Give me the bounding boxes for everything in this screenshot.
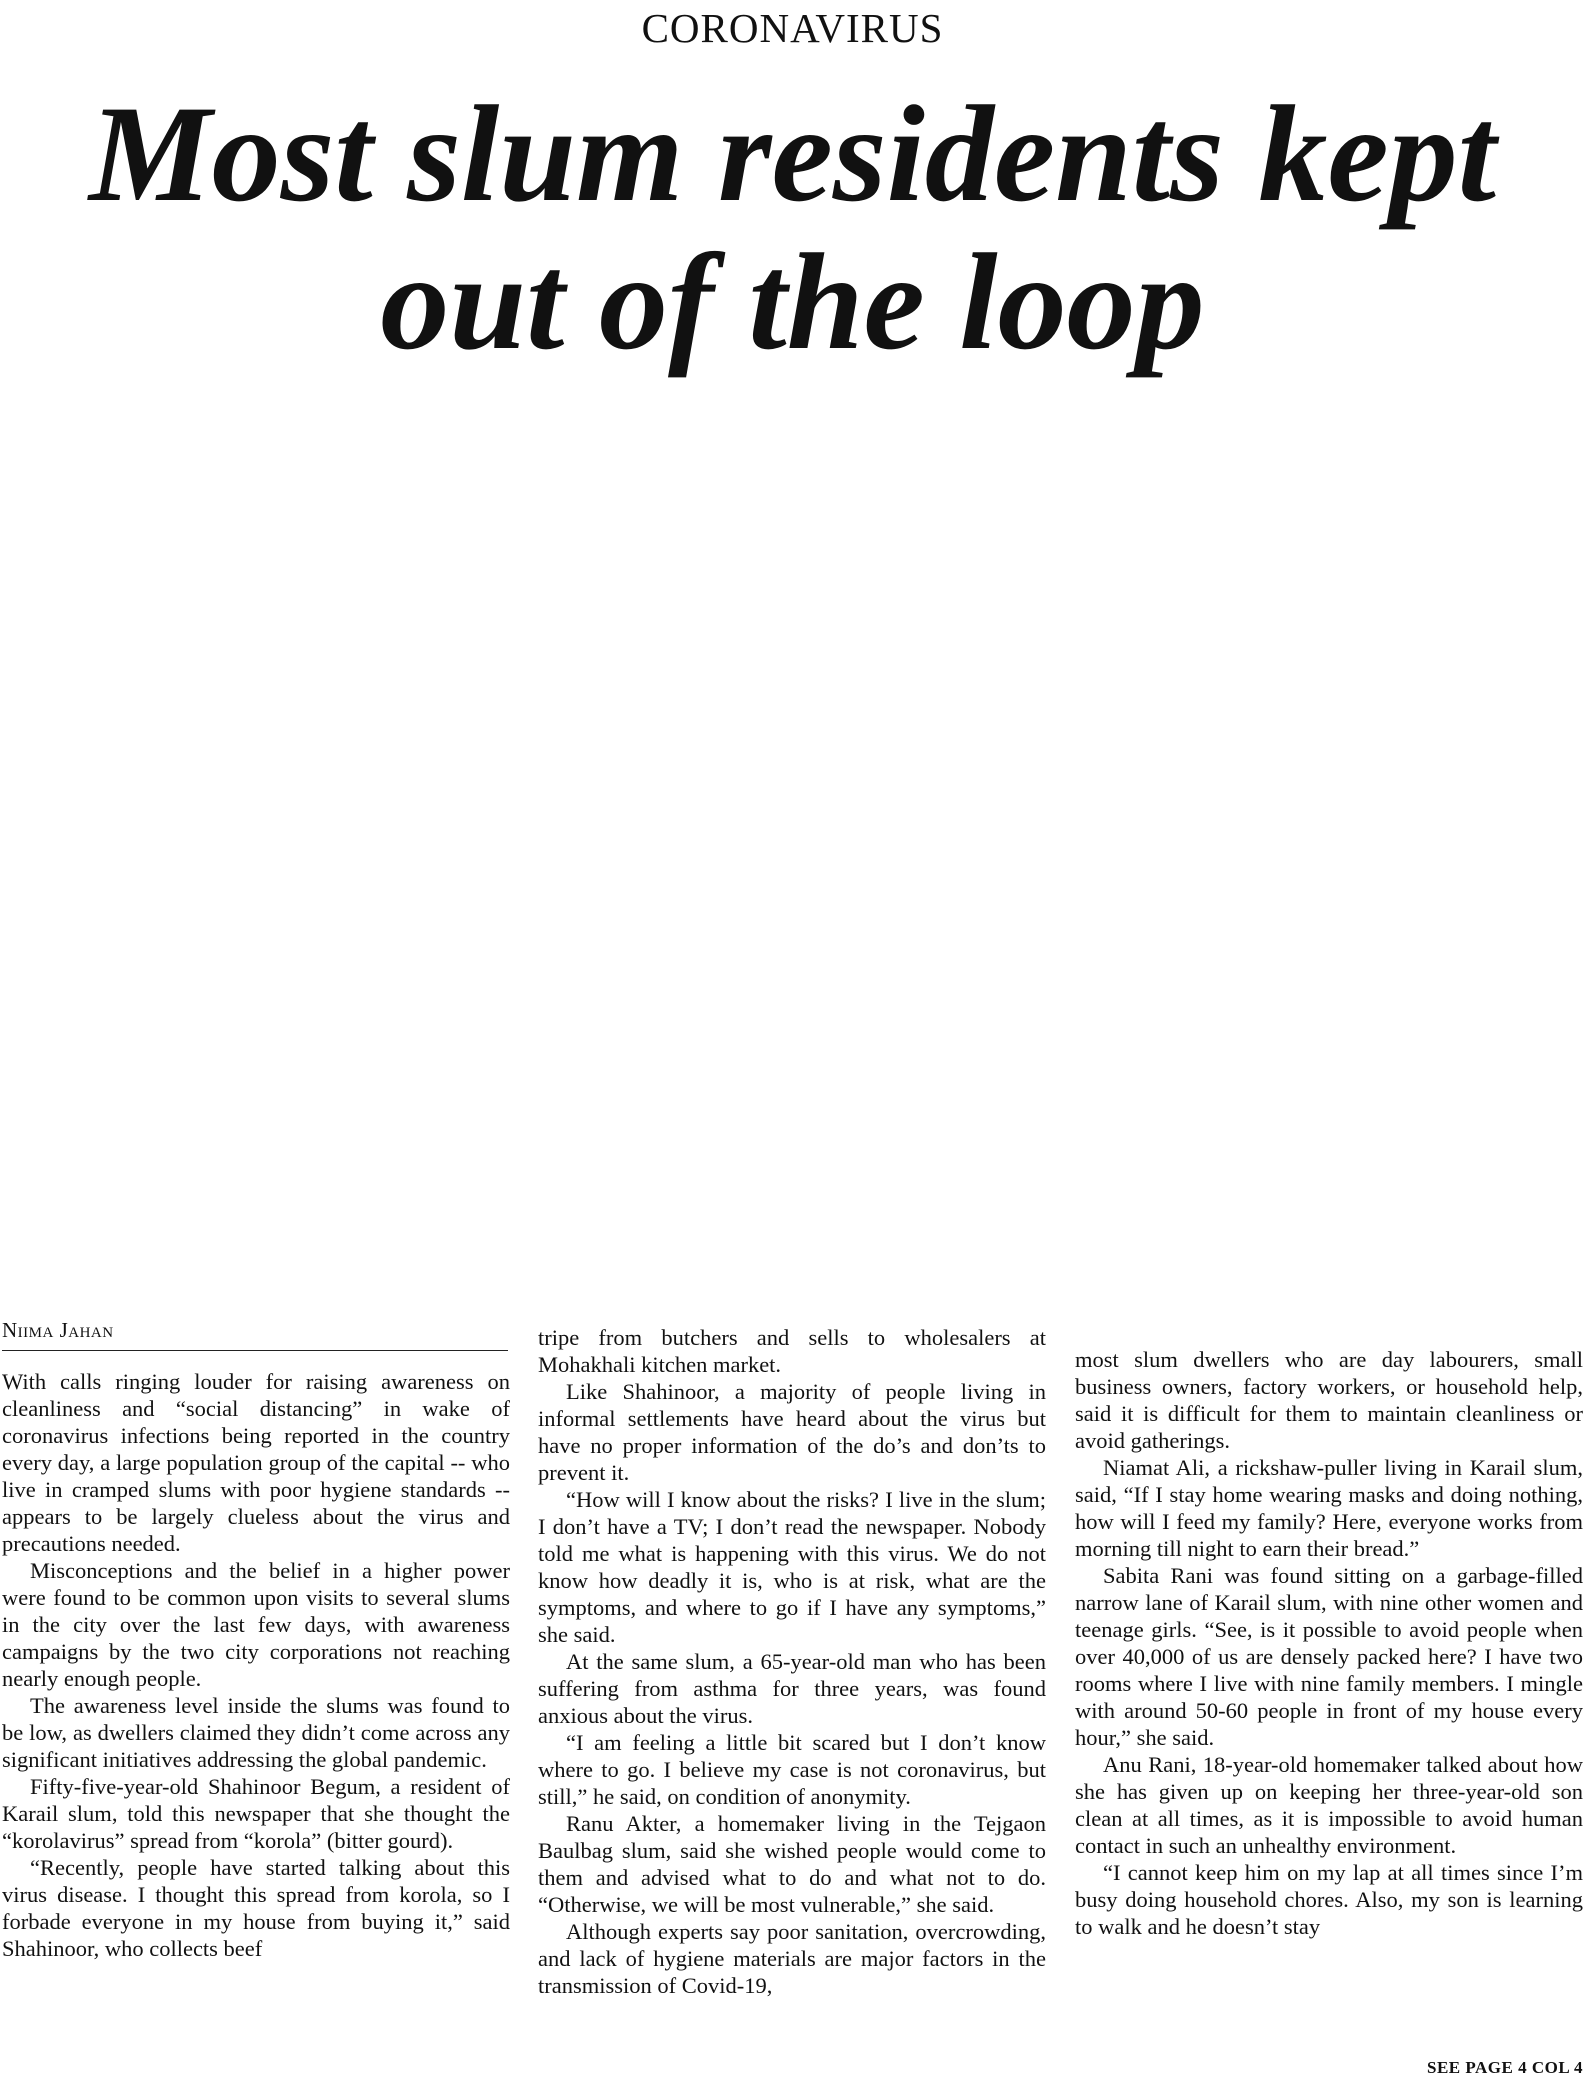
paragraph: The awareness level inside the slums was found to be low, as dwellers claimed they didn’t come across any significant initiatives addressing the global pandemic. — [2, 1693, 510, 1772]
paragraph: “I am feeling a little bit scared but I don’t know where to go. I believe my case is not coronavirus, but still,” he said, on condition of anonymity. — [538, 1730, 1046, 1809]
paragraph: Anu Rani, 18-year-old homemaker talked about how she has given up on keeping her three-year-old son clean at all times, as it is impossible to avoid human contact in such an unhealthy environment. — [1075, 1752, 1583, 1858]
paragraph: most slum dwellers who are day labourers, small business owners, factory workers, or household help, said it is difficult for them to maintain cleanliness or avoid gatherings. — [1075, 1347, 1583, 1453]
paragraph: Although experts say poor sanitation, overcrowding, and lack of hygiene materials are major factors in the transmission of Covid-19, — [538, 1919, 1046, 1998]
paragraph: “I cannot keep him on my lap at all times since I’m busy doing household chores. Also, my son is learning to walk and he doesn’t stay — [1075, 1860, 1583, 1939]
paragraph: Misconceptions and the belief in a higher power were found to be common upon visits to several slums in the city over the last few days, with awareness campaigns by the two city corporations not reaching nearly enough people. — [2, 1558, 510, 1691]
paragraph: At the same slum, a 65-year-old man who has been suffering from asthma for three years, was found anxious about the virus. — [538, 1649, 1046, 1728]
article-column-3 — [1075, 1346, 1583, 1940]
headline — [0, 77, 1585, 378]
paragraph: Ranu Akter, a homemaker living in the Tejgaon Baulbag slum, said she wished people would come to them and advised what to do and what not to do. “Otherwise, we will be most vulnerable,” she said. — [538, 1811, 1046, 1917]
headline-line-1: Most slum residents kept — [88, 77, 1497, 230]
byline: Niima Jahan — [2, 1318, 508, 1351]
paragraph: Like Shahinoor, a majority of people living in informal settlements have heard about the virus but have no proper information of the do’s and don’ts to prevent it. — [538, 1379, 1046, 1485]
paragraph: Niamat Ali, a rickshaw-puller living in Karail slum, said, “If I stay home wearing masks and doing nothing, how will I feed my family? Here, everyone works from morning till night to earn their bread.” — [1075, 1455, 1583, 1561]
paragraph: With calls ringing louder for raising awareness on cleanliness and “social distancing” in wake of coronavirus infections being reported in the country every day, a large population group of the capital -- who live in cramped slums with poor hygiene standards -- appears to be largely clueless about the virus and precautions needed. — [2, 1369, 510, 1556]
paragraph: Sabita Rani was found sitting on a garbage-filled narrow lane of Karail slum, with nine other women and teenage girls. “See, is it possible to avoid people when over 40,000 of us are densely packed here? I have two rooms where I live with nine family members. I mingle with around 50-60 people in front of my house every hour,” she said. — [1075, 1563, 1583, 1750]
paragraph: “How will I know about the risks? I live in the slum; I don’t have a TV; I don’t read the newspaper. Nobody told me what is happening with this virus. We do not know how deadly it is, who is at risk, what are the symptoms, and where to go if I have any symptoms,” she said. — [538, 1487, 1046, 1647]
headline-line-2: out of the loop — [380, 225, 1205, 378]
article-column-2 — [538, 1324, 1046, 1999]
continued-on-page-note: SEE PAGE 4 COL 4 — [1427, 2058, 1583, 2077]
section-label: CORONAVIRUS — [641, 5, 944, 51]
paragraph: tripe from butchers and sells to wholesalers at Mohakhali kitchen market. — [538, 1325, 1046, 1377]
paragraph: Fifty-five-year-old Shahinoor Begum, a resident of Karail slum, told this newspaper that she thought the “korolavirus” spread from “korola” (bitter gourd). — [2, 1774, 510, 1853]
article-column-1 — [2, 1368, 510, 1962]
paragraph: “Recently, people have started talking about this virus disease. I thought this spread from korola, so I forbade everyone in my house from buying it,” said Shahinoor, who collects beef — [2, 1855, 510, 1961]
